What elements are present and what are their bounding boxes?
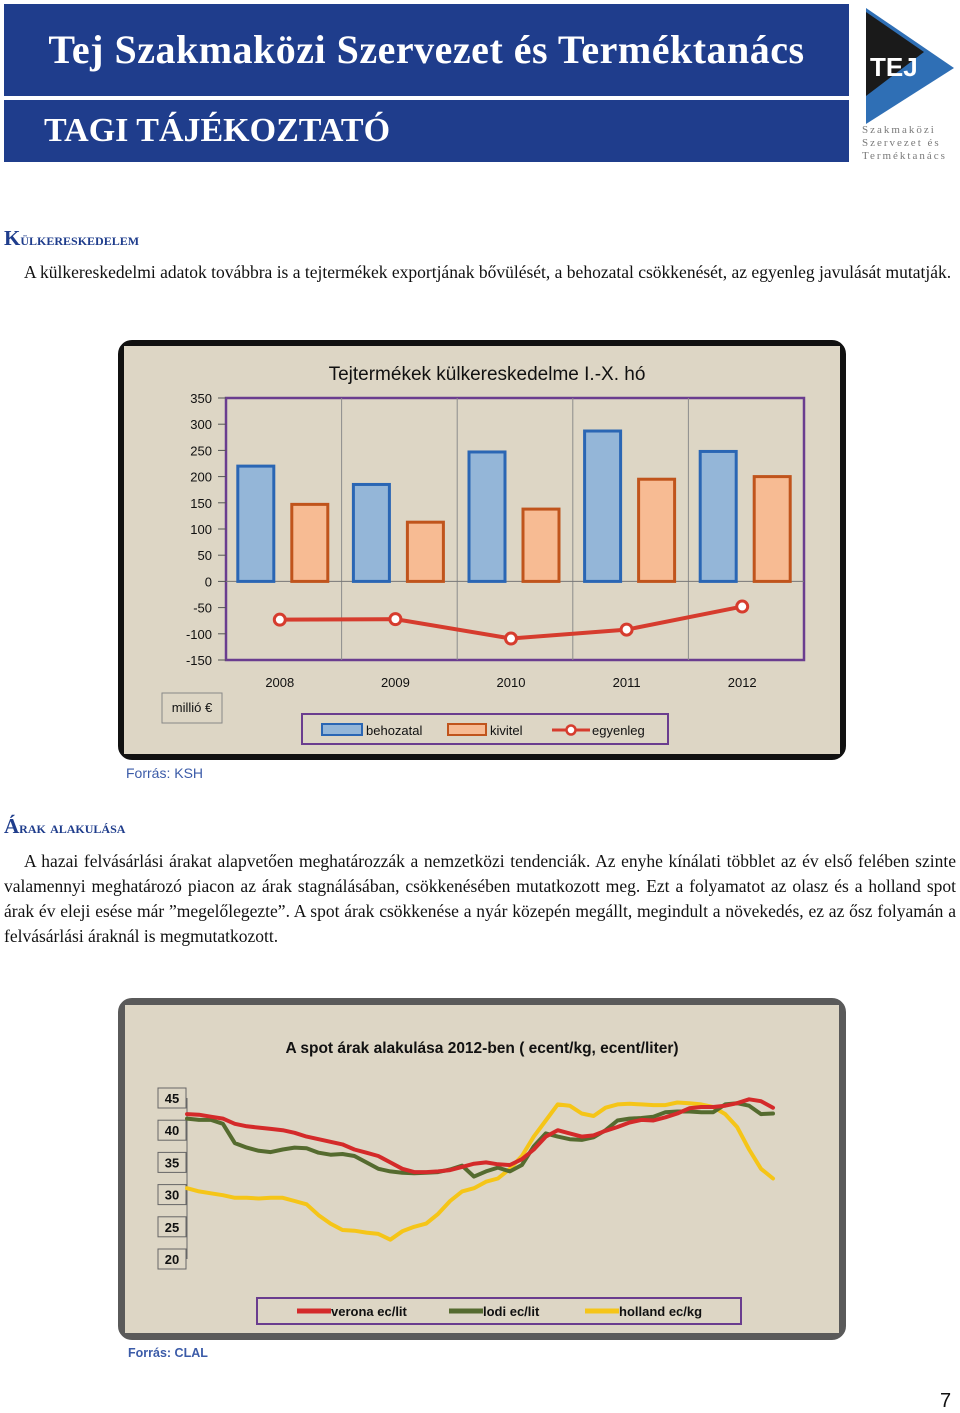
point-egyenleg [737, 601, 748, 612]
y-tick-label: 25 [164, 1219, 180, 1235]
bar-kivitel [754, 477, 790, 582]
logo-text-line: Terméktanács [862, 150, 947, 162]
bar-behozatal [700, 451, 736, 581]
heading-initial: K [4, 226, 21, 250]
logo-text [862, 124, 960, 163]
y-axis-unit: millió € [171, 700, 213, 715]
bar-behozatal [238, 466, 274, 581]
y-tick-label: 100 [190, 522, 212, 537]
y-tick-label: 45 [164, 1091, 180, 1106]
legend-label: lodi ec/lit [483, 1304, 540, 1319]
section-heading-arak-alakulasa [4, 814, 125, 839]
chart-source: Forrás: CLAL [128, 1346, 208, 1360]
legend-label: verona ec/lit [331, 1304, 407, 1319]
trade-chart-frame [118, 340, 846, 760]
point-egyenleg [506, 633, 517, 644]
x-tick-label: 2010 [496, 675, 526, 690]
y-tick-label: 50 [197, 548, 212, 564]
y-tick-label: -100 [185, 626, 212, 642]
y-tick-label: 30 [164, 1187, 180, 1203]
bar-kivitel [292, 504, 328, 581]
chart-source: Forrás: KSH [126, 765, 204, 781]
y-tick-label: -50 [193, 600, 212, 616]
y-tick-label: 20 [164, 1252, 180, 1267]
section-paragraph: A hazai felvásárlási árakat alapvetően meghatározzák a nemzetközi tendenciák. Az enyhe kínálati többlet az év első felében szinte valamennyi meghatározó piacon az árak stagnálásában, csökkenésében mutatkozott meg. Ezt a folyamatot az olasz és a holland spot árak év eleji esése már ”megelőlegezte”. A spot árak csökkenése a nyár közepén megállt, megindult a növekedés, ez az ősz folyamán a felvásárlási áraknál is megmutatkozott. [4, 851, 956, 946]
y-tick-label: 200 [190, 469, 212, 485]
x-tick-label: 2009 [380, 675, 410, 690]
x-tick-label: 2012 [727, 675, 757, 690]
spot-price-chart [125, 1005, 839, 1333]
banner-title: Tej Szakmaközi Szervezet és Terméktanács [48, 27, 805, 72]
legend-swatch-kivitel [448, 724, 486, 735]
x-tick-label: 2008 [265, 675, 295, 690]
point-egyenleg [274, 614, 285, 625]
y-tick-label: 35 [164, 1155, 180, 1171]
svg-text:TEJ: TEJ [870, 52, 918, 82]
y-tick-label: -150 [185, 653, 212, 668]
y-tick-label: 40 [164, 1123, 180, 1139]
bar-kivitel [639, 479, 675, 581]
y-tick-label: 300 [190, 417, 212, 433]
spot-price-chart-frame [118, 998, 846, 1340]
banner-divider [4, 96, 849, 100]
logo-text-line: Szakmaközi [862, 124, 936, 136]
chart-title: Tejtermékek külkereskedelme I.-X. hó [328, 364, 646, 385]
y-tick-label: 150 [190, 495, 212, 511]
logo-text-line: Szervezet és [862, 137, 941, 149]
legend-marker-egyenleg [567, 726, 576, 735]
heading-rest: rak alakulása [19, 818, 126, 837]
y-tick-label: 350 [190, 391, 212, 406]
legend-label: behozatal [366, 723, 423, 738]
y-tick-label: 250 [190, 443, 212, 459]
header-banner [4, 4, 849, 162]
section-heading-kulkereskedelem [4, 226, 139, 251]
heading-initial: Á [4, 814, 20, 838]
bar-kivitel [523, 509, 559, 581]
legend-label: kivitel [490, 723, 523, 738]
bar-behozatal [585, 431, 621, 581]
section-paragraph: A külkereskedelmi adatok továbbra is a tejtermékek exportjának bővülését, a behozatal csökkenését, az egyenleg javulását mutatják. [24, 262, 952, 282]
legend-label: holland ec/kg [619, 1304, 703, 1319]
bar-kivitel [407, 522, 443, 581]
page-number: 7 [940, 1390, 952, 1412]
bar-behozatal [353, 484, 389, 581]
trade-chart [124, 346, 840, 754]
x-tick-label: 2011 [612, 675, 641, 690]
heading-rest: ülkereskedelem [20, 230, 140, 249]
legend-swatch-behozatal [322, 724, 362, 735]
chart-title: A spot árak alakulása 2012-ben ( ecent/kg, ecent/liter) [285, 1040, 679, 1057]
bar-behozatal [469, 452, 505, 581]
legend-label: egyenleg [592, 723, 645, 738]
y-tick-label: 0 [204, 574, 212, 590]
point-egyenleg [621, 624, 632, 635]
banner-subtitle: TAGI TÁJÉKOZTATÓ [44, 112, 391, 149]
point-egyenleg [390, 614, 401, 625]
